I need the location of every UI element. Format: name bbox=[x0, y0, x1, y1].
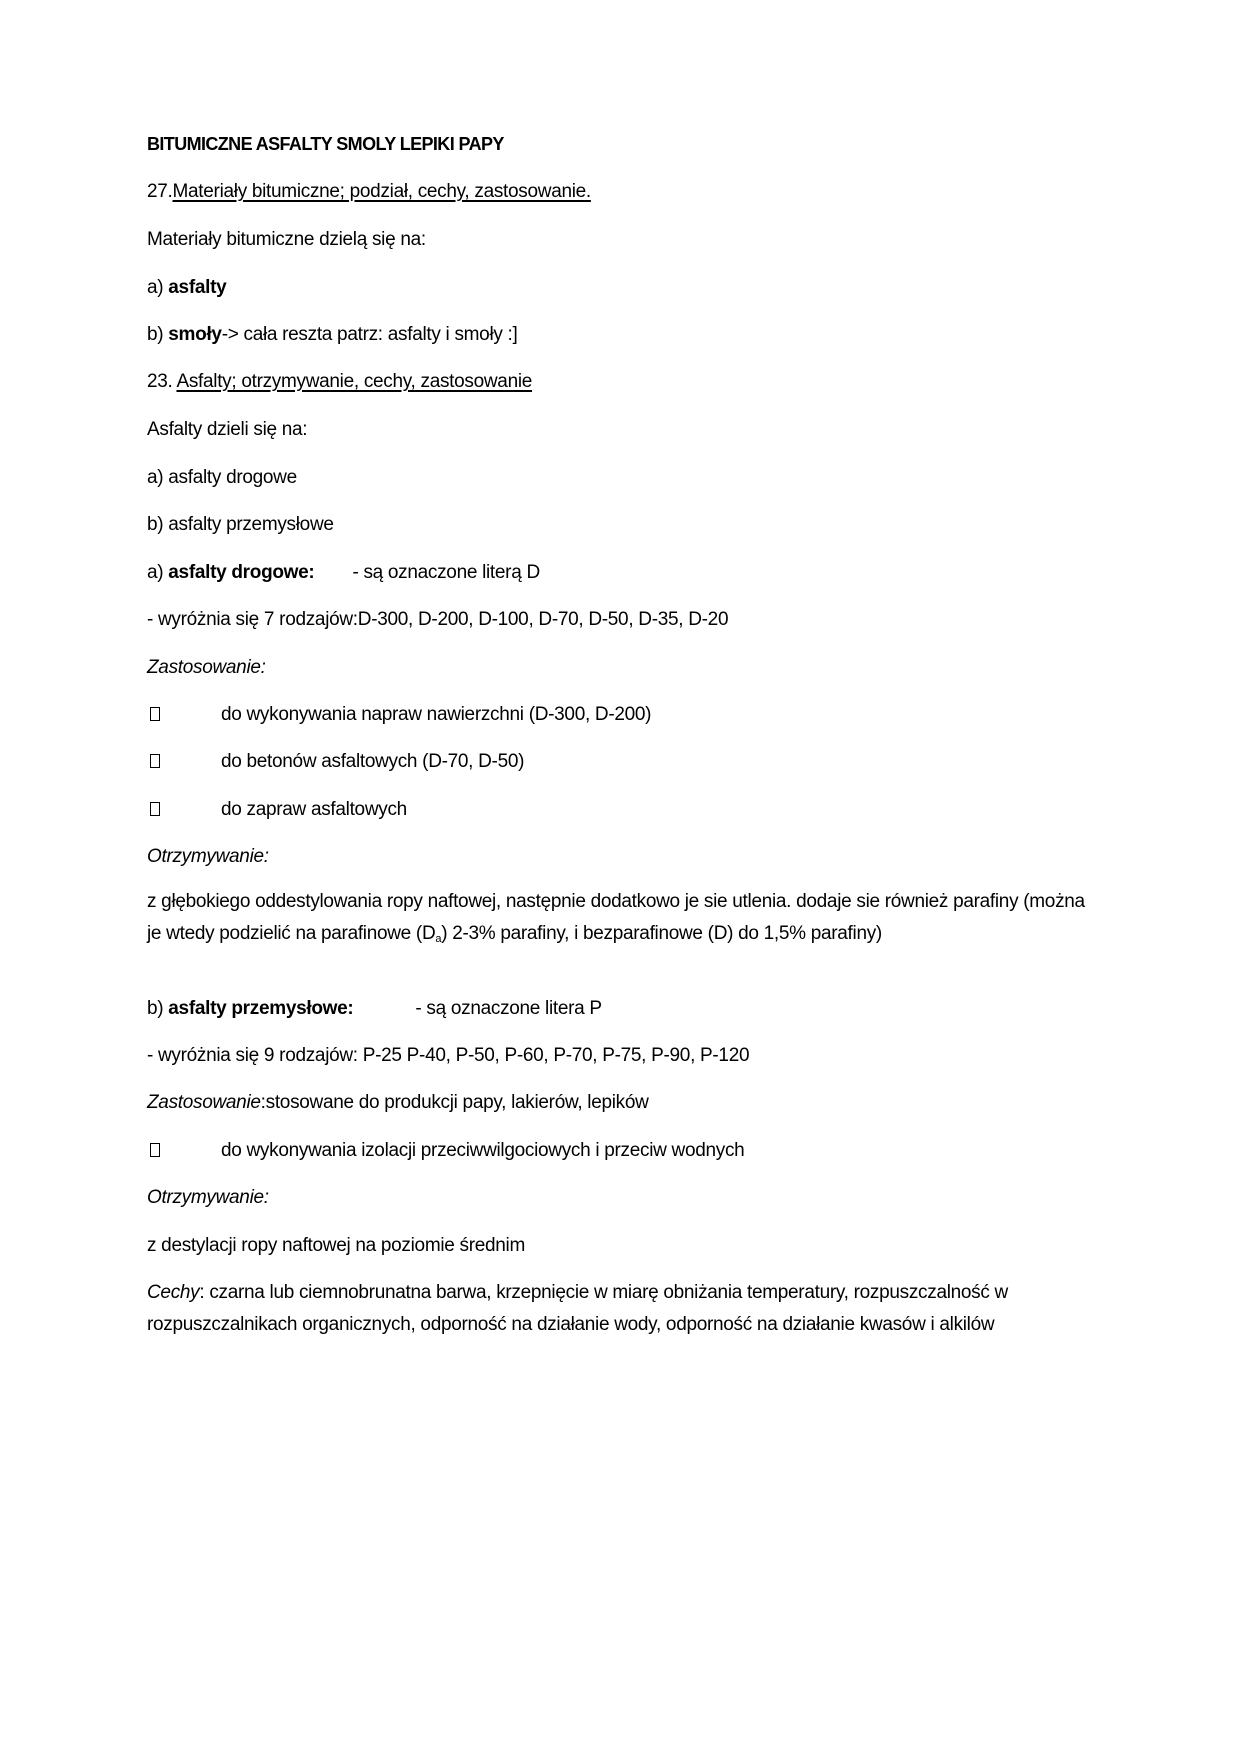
section-title: Materiały bitumiczne; podział, cechy, zastosowanie. bbox=[172, 181, 591, 202]
paragraph-text: z głębokiego oddestylowania ropy naftowej, następnie dodatkowo je sie utlenia. dodaje sie również parafiny (można je wtedy podzielić na parafinowe (D bbox=[147, 891, 1085, 944]
section-number: 27. bbox=[147, 181, 173, 202]
empty-square-icon bbox=[150, 1143, 160, 1157]
section-title: Asfalty; otrzymywanie, cechy, zastosowanie bbox=[176, 371, 533, 392]
otrzymywanie-label: Otrzymywanie: bbox=[147, 1187, 269, 1208]
list-item-przemyslowe: b) asfalty przemysłowe bbox=[147, 514, 334, 535]
zastosowanie-label: Zastosowanie bbox=[147, 1092, 261, 1113]
subsection-label: asfalty przemysłowe: bbox=[168, 998, 354, 1019]
subscript: a bbox=[435, 933, 442, 945]
list-prefix: b) bbox=[147, 998, 169, 1019]
bullet-text: do zapraw asfaltowych bbox=[221, 799, 407, 820]
list-item-drogowe: a) asfalty drogowe bbox=[147, 467, 297, 488]
paragraph-text: ) 2-3% parafiny, i bezparafinowe (D) do 1,5% parafiny) bbox=[441, 923, 882, 944]
section-23-heading bbox=[147, 370, 532, 394]
list-prefix: a) bbox=[147, 562, 169, 583]
cechy-label: Cechy bbox=[147, 1282, 200, 1303]
otrzymywanie-paragraph bbox=[147, 886, 1087, 950]
przemyslowe-heading bbox=[147, 997, 602, 1021]
document-title: BITUMICZNE ASFALTY SMOLY LEPIKI PAPY bbox=[147, 134, 504, 154]
intro-text: Materiały bitumiczne dzielą się na: bbox=[147, 229, 426, 250]
empty-square-icon bbox=[150, 754, 160, 768]
bullet-text: do betonów asfaltowych (D-70, D-50) bbox=[221, 751, 525, 772]
section-number: 23. bbox=[147, 371, 177, 392]
list-prefix: b) bbox=[147, 324, 169, 345]
przemyslowe-zastosowanie bbox=[147, 1091, 649, 1115]
empty-square-icon bbox=[150, 802, 160, 816]
otrzymywanie-label: Otrzymywanie: bbox=[147, 846, 269, 867]
otrzymywanie-text: z destylacji ropy naftowej na poziomie średnim bbox=[147, 1235, 525, 1256]
cechy-paragraph bbox=[147, 1277, 1087, 1341]
przemyslowe-types: - wyróżnia się 9 rodzajów: P-25 P-40, P-50, P-60, P-70, P-75, P-90, P-120 bbox=[147, 1045, 750, 1066]
list-label: smoły bbox=[168, 324, 222, 345]
zastosowanie-text: :stosowane do produkcji papy, lakierów, lepików bbox=[260, 1092, 649, 1113]
marking-text: - są oznaczone litera P bbox=[415, 998, 602, 1019]
section-27-heading bbox=[147, 180, 591, 204]
zastosowanie-label: Zastosowanie: bbox=[147, 657, 266, 678]
list-label: asfalty bbox=[168, 277, 227, 298]
intro-text-2: Asfalty dzieli się na: bbox=[147, 419, 308, 440]
list-item-asfalty bbox=[147, 276, 226, 300]
subsection-label: asfalty drogowe: bbox=[168, 562, 315, 583]
cechy-text: : czarna lub ciemnobrunatna barwa, krzepnięcie w miarę obniżania temperatury, rozpuszczalność w rozpuszczalnikach organicznych, odporność na działanie wody, odporność na działanie kwasów i alkilów bbox=[147, 1282, 1008, 1335]
bullet-text: do wykonywania izolacji przeciwwilgociowych i przeciw wodnych bbox=[221, 1140, 745, 1161]
drogowe-types: - wyróżnia się 7 rodzajów:D-300, D-200, D-100, D-70, D-50, D-35, D-20 bbox=[147, 609, 729, 630]
list-item-smoly bbox=[147, 323, 518, 347]
marking-text: - są oznaczone literą D bbox=[352, 562, 540, 583]
list-prefix: a) bbox=[147, 277, 169, 298]
empty-square-icon bbox=[150, 707, 160, 721]
drogowe-heading bbox=[147, 561, 540, 585]
list-rest: -> cała reszta patrz: asfalty i smoły :] bbox=[221, 324, 518, 345]
bullet-text: do wykonywania napraw nawierzchni (D-300, D-200) bbox=[221, 704, 652, 725]
